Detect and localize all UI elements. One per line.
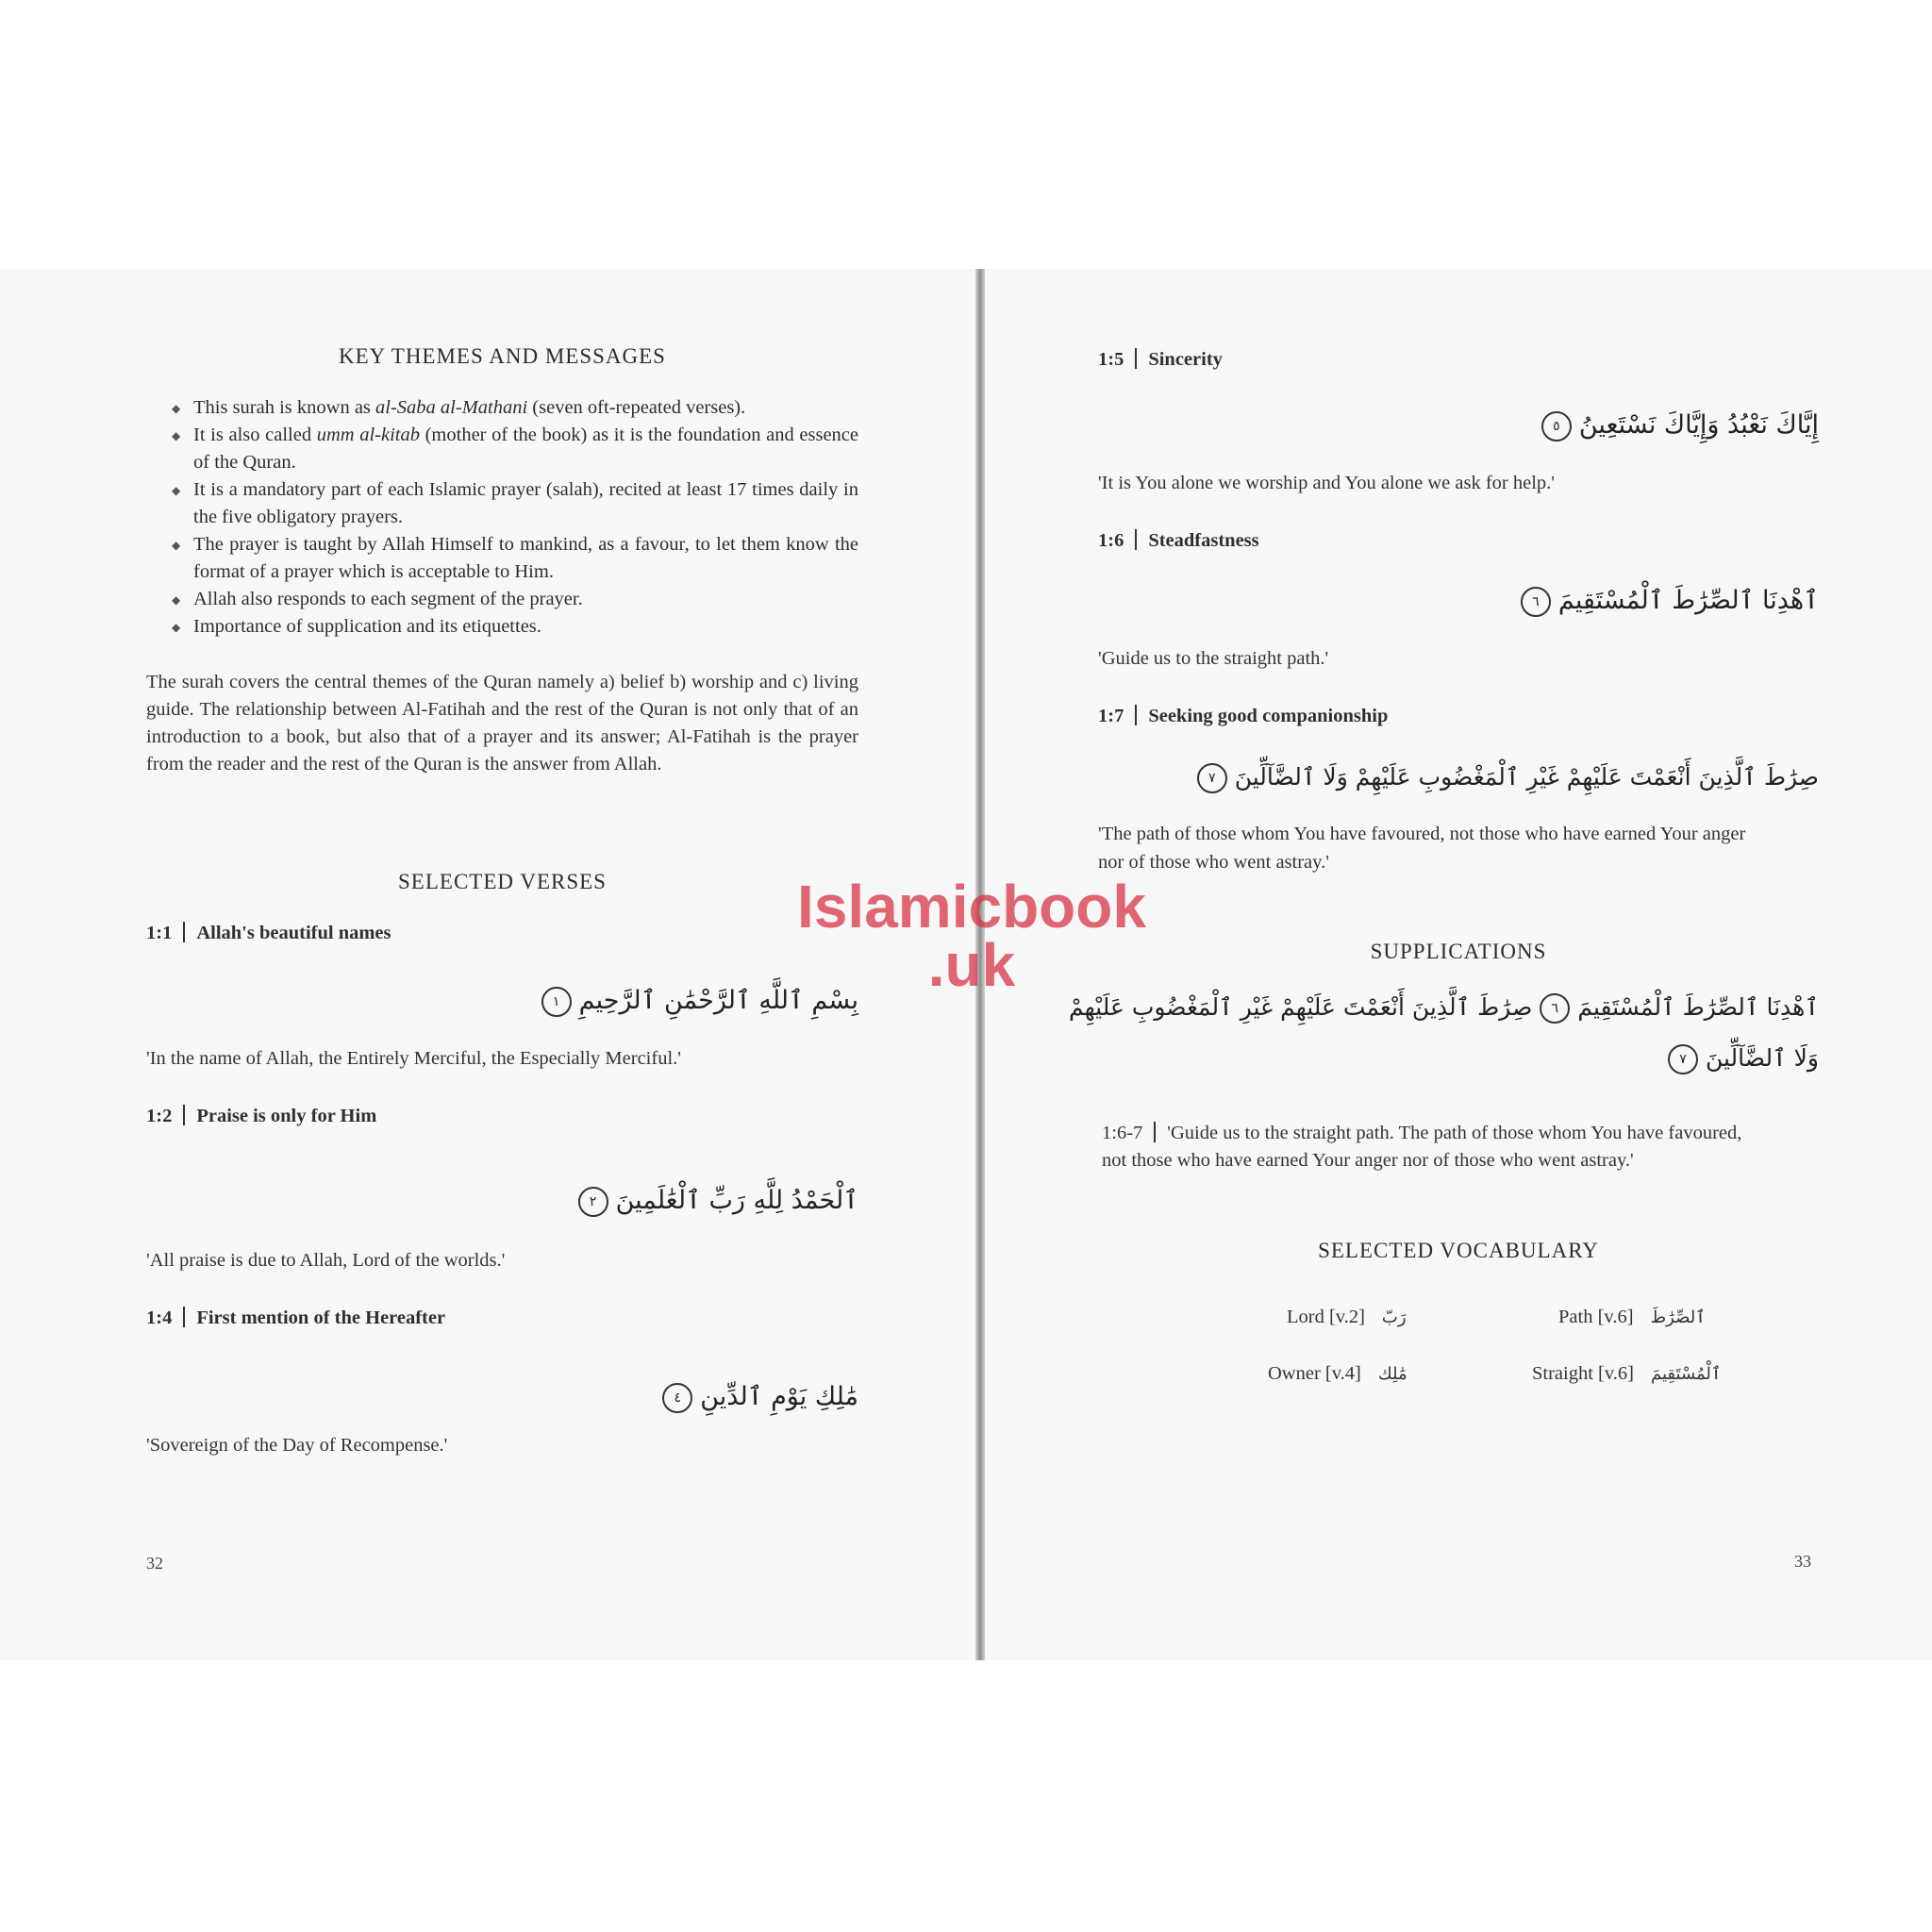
arabic-verse: صِرَٰطَ ٱلَّذِينَ أَنْعَمْتَ عَلَيْهِمْ غَيْرِ ٱلْمَغْضُوبِ عَلَيْهِمْ وَلَا ٱلضَّآلِّينَ٧: [1190, 763, 1819, 793]
supplication-translation: 1:6-7 'Guide us to the straight path. The path of those whom You have favoured,: [1102, 1123, 1742, 1143]
bullet-icon: ◆: [172, 621, 181, 634]
verse-number-icon: ٢: [578, 1187, 608, 1217]
verse-number-icon: ٤: [662, 1383, 692, 1413]
arabic-verse: مَٰلِكِ يَوْمِ ٱلدِّينِ٤: [655, 1382, 858, 1413]
selected-verses-heading: SELECTED VERSES: [398, 870, 607, 893]
verse-heading: 1:5 Sincerity: [1098, 349, 1223, 370]
list-item: ◆ It is a mandatory part of each Islamic prayer (salah), recited at least 17 times daily in the five obligatory prayers.: [172, 479, 858, 527]
vocabulary-heading: SELECTED VOCABULARY: [1318, 1239, 1599, 1262]
watermark-line: Islamicbook: [797, 873, 1146, 941]
bullet-icon: ◆: [172, 402, 181, 415]
key-themes-list: [146, 394, 858, 641]
supplications-heading: SUPPLICATIONS: [1370, 940, 1547, 963]
vocab-arabic: ٱلْمُسْتَقِيمَ: [1651, 1364, 1722, 1384]
supplication-arabic: ٱهْدِنَا ٱلصِّرَٰطَ ٱلْمُسْتَقِيمَ٦صِرَٰطَ ٱلَّذِينَ أَنْعَمْتَ عَلَيْهِمْ غَيْرِ ٱلْمَغْضُوبِ عَلَيْهِمْ: [1069, 993, 1819, 1024]
vocab-item: Lord [v.2] رَبّ: [1287, 1307, 1407, 1327]
list-item: ◆ Allah also responds to each segment of the prayer.: [146, 586, 858, 613]
verse-heading: 1:6 Steadfastness: [1098, 530, 1259, 551]
list-item: ◆ Importance of supplication and its etiquettes.: [146, 613, 858, 641]
bullet-icon: ◆: [172, 539, 181, 552]
bullet-icon: ◆: [172, 593, 181, 607]
page-number: 33: [1794, 1552, 1811, 1571]
arabic-verse: ٱهْدِنَا ٱلصِّرَٰطَ ٱلْمُسْتَقِيمَ٦: [1513, 586, 1819, 617]
verse-translation: 'The path of those whom You have favoured, not those who have earned Your anger: [1098, 824, 1746, 844]
bullet-icon: ◆: [172, 429, 181, 442]
key-themes-heading: KEY THEMES AND MESSAGES: [339, 344, 666, 368]
verse-heading: 1:1 Allah's beautiful names: [146, 923, 391, 943]
list-item: ◆ The prayer is taught by Allah Himself to mankind, as a favour, to let them know the format of a prayer which is acceptable to Him.: [172, 534, 858, 582]
verse-number-icon: ٧: [1197, 763, 1227, 793]
arabic-verse: بِسْمِ ٱللَّهِ ٱلرَّحْمَٰنِ ٱلرَّحِيمِ١: [534, 986, 858, 1017]
verse-translation: 'It is You alone we worship and You alone we ask for help.': [1098, 473, 1555, 493]
verse-number-icon: ٥: [1541, 411, 1572, 441]
verse-number-icon: ٦: [1540, 993, 1570, 1024]
verse-translation: 'All praise is due to Allah, Lord of the worlds.': [146, 1250, 506, 1271]
arabic-verse: ٱلْحَمْدُ لِلَّهِ رَبِّ ٱلْعَٰلَمِينَ٢: [571, 1186, 858, 1217]
verse-heading: 1:2 Praise is only for Him: [146, 1106, 377, 1126]
vocab-arabic: رَبّ: [1381, 1307, 1407, 1327]
verse-translation: 'In the name of Allah, the Entirely Merciful, the Especially Merciful.': [146, 1048, 681, 1069]
vocab-item: Straight [v.6] ٱلْمُسْتَقِيمَ: [1532, 1363, 1722, 1384]
vocab-item: Path [v.6] ٱلصِّرَٰطَ: [1558, 1307, 1706, 1327]
verse-heading: 1:4 First mention of the Hereafter: [146, 1307, 446, 1328]
vocab-arabic: مَٰلِك: [1377, 1364, 1407, 1384]
arabic-verse: إِيَّاكَ نَعْبُدُ وَإِيَّاكَ نَسْتَعِينُ٥: [1534, 410, 1819, 441]
verse-number-icon: ٧: [1668, 1044, 1698, 1074]
verse-translation: 'Guide us to the straight path.': [1098, 648, 1329, 669]
verse-translation: 'Sovereign of the Day of Recompense.': [146, 1435, 448, 1456]
vocab-item: Owner [v.4] مَٰلِك: [1268, 1363, 1407, 1384]
watermark: [792, 873, 1151, 999]
intro-paragraph: The surah covers the central themes of the Quran namely a) belief b) worship and c) living guide. The relationship between Al-Fatihah and the rest of the Quran is not only that of an introduction to a book, but also that of a prayer and its answer; Al-Fatihah is the prayer from the reader and the rest of the Quran is the answer from Allah.: [146, 672, 858, 774]
verse-translation: nor of those who went astray.': [1098, 852, 1329, 873]
bullet-icon: ◆: [172, 484, 181, 497]
list-item: ◆ It is also called umm al-kitab (mother of the book) as it is the foundation and essence of the Quran.: [172, 425, 859, 473]
supplication-arabic: وَلَا ٱلضَّآلِّينَ٧: [1660, 1044, 1819, 1074]
supplication-translation: not those who have earned Your anger nor of those who went astray.': [1102, 1150, 1634, 1171]
watermark-line: .uk: [927, 931, 1016, 999]
page-number: 32: [146, 1554, 163, 1573]
verse-number-icon: ٦: [1521, 587, 1551, 617]
vocab-arabic: ٱلصِّرَٰطَ: [1650, 1307, 1706, 1327]
list-item: ◆ This surah is known as al-Saba al-Mathani (seven oft-repeated verses).: [146, 394, 858, 422]
verse-number-icon: ١: [541, 987, 572, 1017]
verse-heading: 1:7 Seeking good companionship: [1098, 706, 1389, 726]
